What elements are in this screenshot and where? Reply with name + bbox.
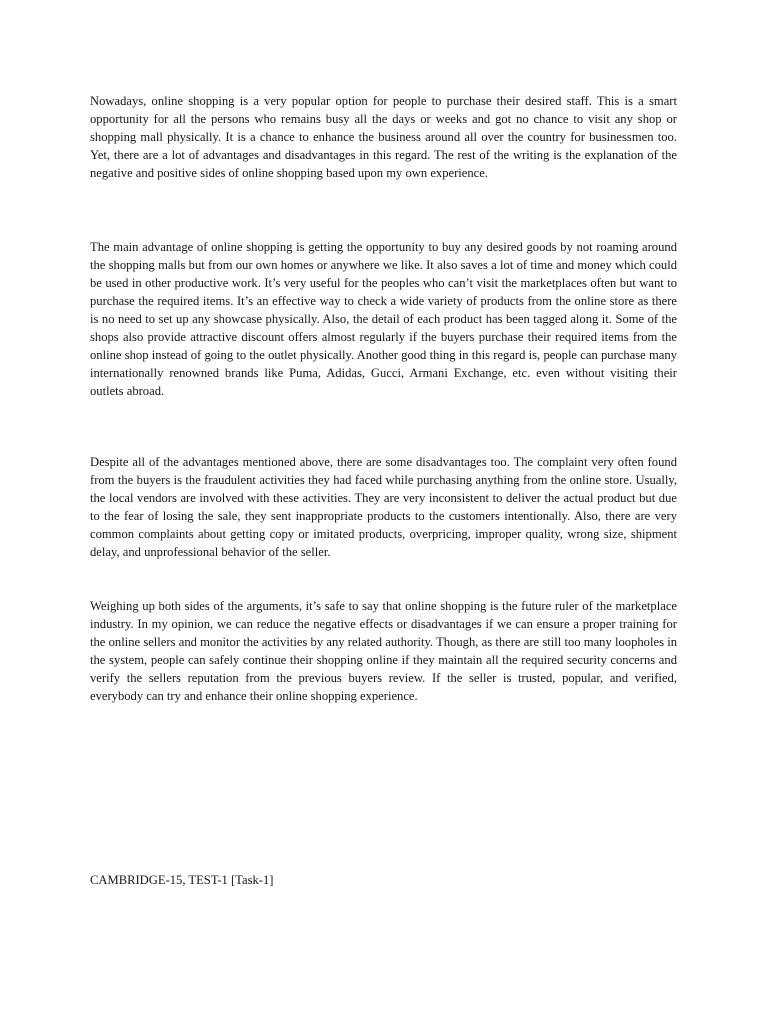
paragraph-introduction: Nowadays, online shopping is a very popular option for people to purchase their desired staff. This is a smart opportunity for all the persons who remains busy all the days or weeks and got no chance to visit any shop or shopping mall physically. It is a chance to enhance the business around all over the country for businessmen too. Yet, there are a lot of advantages and disadvantages in this regard. The rest of the writing is the explanation of the negative and positive sides of online shopping based upon my own experience. — [90, 94, 677, 180]
paragraph-advantages: The main advantage of online shopping is getting the opportunity to buy any desired goods by not roaming around the shopping malls but from our own homes or anywhere we like. It also saves a lot of time and money which could be used in other productive work. It’s very useful for the peoples who can’t visit the marketplaces often but want to purchase the required items. It’s an effective way to check a wide variety of products from the online store as there is no need to set up any showcase physically. Also, the detail of each product has been tagged along it. Some of the shops also provide attractive discount offers almost regularly if the buyers purchase their required items from the online shop instead of going to the outlet physically. Another good thing in this regard is, people can purchase many internationally renowned brands like Puma, Adidas, Gucci, Armani Exchange, etc. even without visiting their outlets abroad. — [90, 240, 677, 398]
document-footer: CAMBRIDGE-15, TEST-1 [Task-1] — [90, 873, 274, 887]
paragraph-disadvantages: Despite all of the advantages mentioned above, there are some disadvantages too. The complaint very often found from the buyers is the fraudulent activities they had faced while purchasing anything from the online store. Usually, the local vendors are involved with these activities. They are very inconsistent to deliver the actual product but due to the fear of losing the sale, they sent inappropriate products to the customers intentionally. Also, there are very common complaints about getting copy or imitated products, overpricing, improper quality, wrong size, shipment delay, and unprofessional behavior of the seller. — [90, 455, 677, 559]
paragraph-conclusion: Weighing up both sides of the arguments, it’s safe to say that online shopping is the future ruler of the marketplace industry. In my opinion, we can reduce the negative effects or disadvantages if we can ensure a proper training for the online sellers and monitor the activities by any related authority. Though, as there are still too many loopholes in the system, people can safely continue their shopping online if they maintain all the required security concerns and verify the sellers reputation from the previous buyers review. If the seller is trusted, popular, and verified, everybody can try and enhance their online shopping experience. — [90, 599, 677, 703]
